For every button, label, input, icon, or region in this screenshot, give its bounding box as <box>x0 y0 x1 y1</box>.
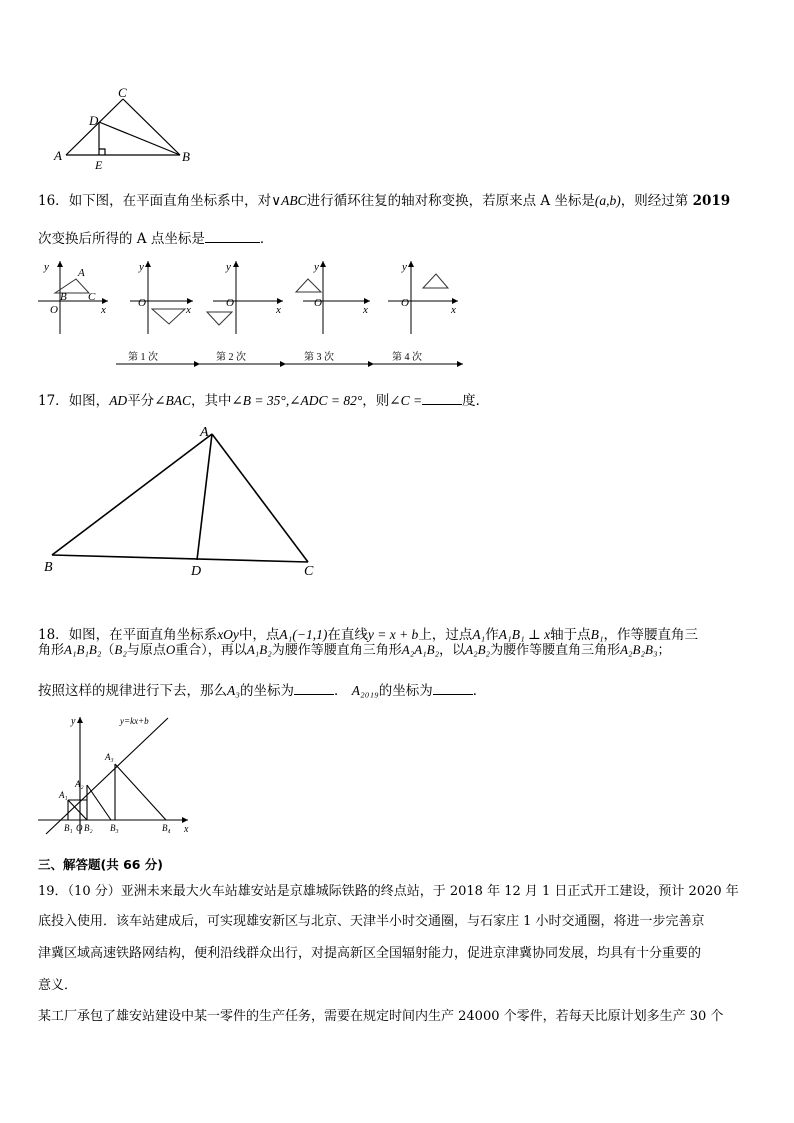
q18-graph-a3: A₃ <box>105 752 114 762</box>
q18-xoy: xOy <box>217 627 239 642</box>
q18-tri1: A₁B₁B₂ <box>64 642 102 657</box>
q18-l2-f: ，以 <box>439 643 466 658</box>
q16-coord: (a,b) <box>594 193 621 208</box>
label-e: E <box>95 158 103 172</box>
q17-text-c: ，其中 <box>191 393 232 409</box>
label-a: A <box>54 148 62 163</box>
figure-q16-transformations <box>38 256 478 371</box>
q18-graph-y: y <box>71 716 76 727</box>
q18-line-2 <box>38 641 671 660</box>
q18-a3: A₃ <box>227 683 240 698</box>
q17-angle-bac: ∠BAC <box>154 393 191 408</box>
q17-label-c: C <box>304 564 314 579</box>
q16-text-a: 如下图，在平面直角坐标系中，对 <box>68 193 272 209</box>
q17-text-a: 如图， <box>68 393 110 409</box>
q18-l1-a: 如图，在平面直角坐标系 <box>68 627 218 643</box>
q16-line2: 次变换后所得的 A 点坐标是 <box>38 231 205 247</box>
q16-point-a: A <box>78 267 85 279</box>
q16-number: 16． <box>38 193 69 209</box>
q18-a2b2: A₂B₂ <box>465 642 491 657</box>
q16-origin-2: O <box>138 297 146 309</box>
q18-line-3 <box>38 680 486 700</box>
q18-l3-e: ． <box>472 683 487 699</box>
q18-number: 18． <box>38 627 69 643</box>
q18-graph-o: O <box>76 823 83 833</box>
q16-x-label-5: x <box>451 304 456 316</box>
q18-l3-c: ． <box>333 683 348 699</box>
q18-l3-a: 按照这样的规律进行下去，那么 <box>38 683 227 699</box>
q17-angle-c: ∠C = <box>389 393 423 408</box>
q18-l2-b: （ <box>101 643 115 658</box>
q18-l1-d: 上，过点 <box>418 627 473 643</box>
q18-graph-a2: A₂ <box>75 779 84 789</box>
q17-ad: AD <box>109 393 128 408</box>
q18-l1-g: ，作等腰直角三 <box>603 627 699 643</box>
q16-line-2 <box>38 228 273 248</box>
q16-x-label-4: x <box>363 304 368 316</box>
q19-text-1: 亚洲未来最大火车站雄安站是京雄城际铁路的终点站，于 2018 年 12 月 1 日正式开工建设，预计 2020 年 <box>120 884 739 899</box>
q18-a1: A₁(−1,1) <box>279 627 328 642</box>
figure-q15-triangle <box>50 85 200 172</box>
q18-b1: B₁ <box>590 627 604 642</box>
q16-point-c: C <box>88 291 96 303</box>
q16-year: 2019 <box>692 193 731 209</box>
q18-graph-a1: A₁ <box>59 790 68 800</box>
label-d: D <box>89 113 99 128</box>
q16-y-label-4: y <box>314 261 319 273</box>
q18-graph-b3: B₃ <box>110 823 119 833</box>
q18-a1-only: A₁ <box>472 627 486 642</box>
q19-line-4: 意义． <box>38 978 78 993</box>
q16-y-label-2: y <box>139 261 144 273</box>
q17-line <box>38 390 489 410</box>
q16-answer-blank[interactable] <box>205 228 260 243</box>
q17-number: 17． <box>38 393 69 409</box>
q17-label-a: A <box>200 425 209 440</box>
q16-x-label-3: x <box>276 304 281 316</box>
q16-origin-5: O <box>401 297 409 309</box>
q17-label-b: B <box>44 560 53 575</box>
q18-perp: A₁B₁ ⊥ x <box>498 627 551 642</box>
q16-line-1 <box>38 192 730 210</box>
q16-y-label-5: y <box>402 261 407 273</box>
q18-graph-b4: B₄ <box>162 823 171 833</box>
q18-l2-d: 重合），再以 <box>175 643 247 658</box>
q18-l2-e: 为腰作等腰直角三角形 <box>271 643 402 658</box>
q16-text-c: ，则经过第 <box>620 193 689 209</box>
q18-a2019: A₂₀₁₉ <box>351 683 379 698</box>
q18-answer-blank-1[interactable] <box>294 680 334 695</box>
q16-step-4: 第 4 次 <box>392 352 422 363</box>
figure-q18-graph <box>38 712 208 837</box>
q18-graph-b1: B₁ <box>64 823 73 833</box>
q18-b2: B₂ <box>114 642 127 657</box>
q18-l2-g: 为腰作等腰直角三角形 <box>490 643 621 658</box>
q16-origin-3: O <box>226 297 234 309</box>
q19-score: （10 分） <box>67 884 121 899</box>
q18-l1-e: 作 <box>485 627 499 643</box>
q18-graph-line-label: y=kx+b <box>120 716 149 726</box>
q16-end: ． <box>259 231 274 247</box>
q16-x-label-2: x <box>186 304 191 316</box>
label-c: C <box>118 85 127 100</box>
q17-text-b: 平分 <box>127 393 155 409</box>
q16-step-2: 第 2 次 <box>216 352 246 363</box>
q18-tri3: A₂B₂B₃ <box>620 642 658 657</box>
q18-line-eq: y = x + b <box>367 627 419 642</box>
q18-tri2: A₂A₁B₂ <box>401 642 440 657</box>
q16-point-b: B <box>60 291 67 303</box>
q18-a1b2: A₁B₂ <box>246 642 272 657</box>
q19-line-5: 某工厂承包了雄安站建设中某一零件的生产任务，需要在规定时间内生产 24000 个零件，若每天比原计划多生产 30 个 <box>38 1009 724 1024</box>
q18-l1-f: 轴于点 <box>550 627 591 643</box>
q17-label-d: D <box>191 564 202 579</box>
q18-l3-b: 的坐标为 <box>239 683 294 699</box>
q18-l2-h: ； <box>657 643 671 658</box>
q18-l2-a: 角形 <box>38 643 65 658</box>
q16-origin: O <box>50 304 58 316</box>
q16-step-1: 第 1 次 <box>128 352 158 363</box>
q18-graph-x: x <box>184 824 189 835</box>
q16-origin-4: O <box>314 297 322 309</box>
q17-text-d: ，则 <box>362 393 390 409</box>
q16-text-b: 进行循环往复的轴对称变换，若原来点 A 坐标是 <box>306 193 595 209</box>
q18-l1-b: 中，点 <box>238 627 280 643</box>
q18-graph-b2: B₂ <box>84 823 93 833</box>
label-b: B <box>182 149 190 164</box>
q19-number: 19． <box>38 884 68 899</box>
q18-l1-c: 在直线 <box>327 627 368 643</box>
q17-answer-blank[interactable] <box>422 390 462 405</box>
q18-o: O <box>165 642 176 657</box>
figure-q17-triangle <box>40 422 340 582</box>
q16-x-label: x <box>101 304 106 316</box>
q17-angle-cond: ∠B = 35°,∠ADC = 82° <box>231 393 363 408</box>
q16-y-label: y <box>44 261 49 273</box>
q16-triangle: ∨ABC <box>271 193 307 208</box>
q18-answer-blank-2[interactable] <box>433 680 473 695</box>
q17-unit: 度． <box>462 393 490 409</box>
q16-y-label-3: y <box>226 261 231 273</box>
section-3-title: 三、解答题(共 66 分) <box>38 857 164 872</box>
q18-l3-d: 的坐标为 <box>378 683 433 699</box>
q19-line-2: 底投入使用．该车站建成后，可实现雄安新区与北京、天津半小时交通圈，与石家庄 1 小时交通圈，将进一步完善京 <box>38 914 705 929</box>
q16-step-3: 第 3 次 <box>304 352 334 363</box>
q18-l2-c: 与原点 <box>126 643 166 658</box>
q19-line-1 <box>38 883 739 901</box>
q19-line-3: 津冀区域高速铁路网结构，便利沿线群众出行，对提高新区全国辐射能力，促进京津冀协同发展，均具有十分重要的 <box>38 946 702 961</box>
